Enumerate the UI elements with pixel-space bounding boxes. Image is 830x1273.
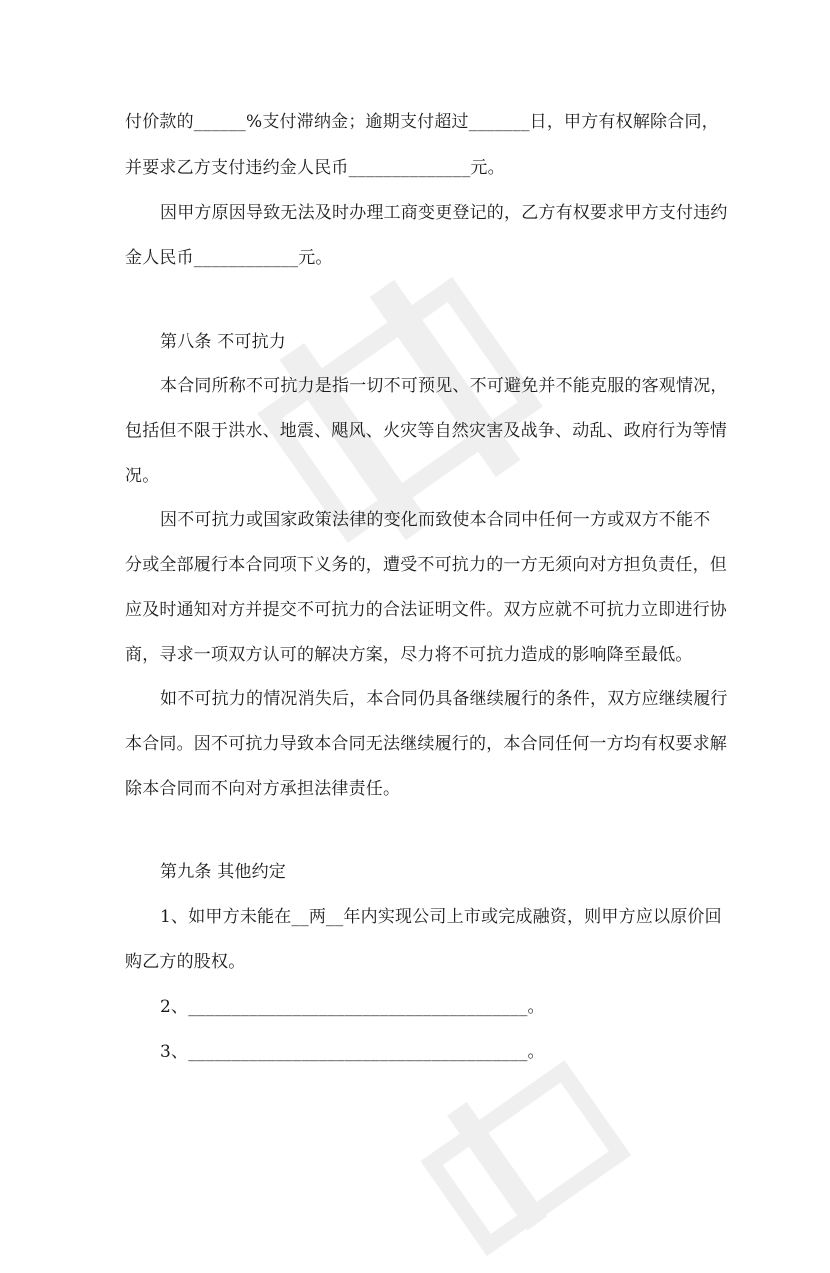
- text-line: 包括但不限于洪水、地震、飓风、火灾等自然灾害及战争、动乱、政府行为等情: [125, 421, 727, 441]
- text-line: 况。: [125, 466, 160, 486]
- section-heading: 第九条 其他约定: [160, 862, 287, 882]
- text-line: 1、如甲方未能在__两__年内实现公司上市或完成融资，则甲方应以原价回: [160, 907, 722, 927]
- text-line: 付价款的______%支付滞纳金；逾期支付超过_______日，甲方有权解除合同，: [125, 112, 719, 132]
- text-line: 除本合同而不向对方承担法律责任。: [125, 779, 401, 799]
- text-line: 如不可抗力的情况消失后，本合同仍具备继续履行的条件，双方应继续履行: [160, 689, 728, 709]
- text-line: 因不可抗力或国家政策法律的变化而致使本合同中任何一方或双方不能不: [160, 510, 711, 530]
- text-line: 商，寻求一项双方认可的解决方案，尽力将不可抗力造成的影响降至最低。: [125, 645, 693, 665]
- text-line: 分或全部履行本合同项下义务的，遭受不可抗力的一方无须向对方担负责任，但: [125, 555, 727, 575]
- text-line: 3、_______________________________________。: [160, 1042, 545, 1062]
- text-line: 并要求乙方支付违约金人民币______________元。: [125, 158, 505, 178]
- text-line: 2、_______________________________________。: [160, 997, 545, 1017]
- watermark-logo: [219, 229, 581, 591]
- text-line: 本合同所称不可抗力是指一切不可预见、不可避免并不能克服的客观情况，: [160, 376, 728, 396]
- text-line: 本合同。因不可抗力导致本合同无法继续履行的，本合同任何一方均有权要求解: [125, 734, 727, 754]
- text-line: 购乙方的股权。: [125, 952, 246, 972]
- section-heading: 第八条 不可抗力: [160, 332, 287, 352]
- text-line: 金人民币____________元。: [125, 248, 333, 268]
- text-line: 应及时通知对方并提交不可抗力的合法证明文件。双方应就不可抗力立即进行协: [125, 600, 727, 620]
- text-line: 因甲方原因导致无法及时办理工商变更登记的，乙方有权要求甲方支付违约: [160, 203, 728, 223]
